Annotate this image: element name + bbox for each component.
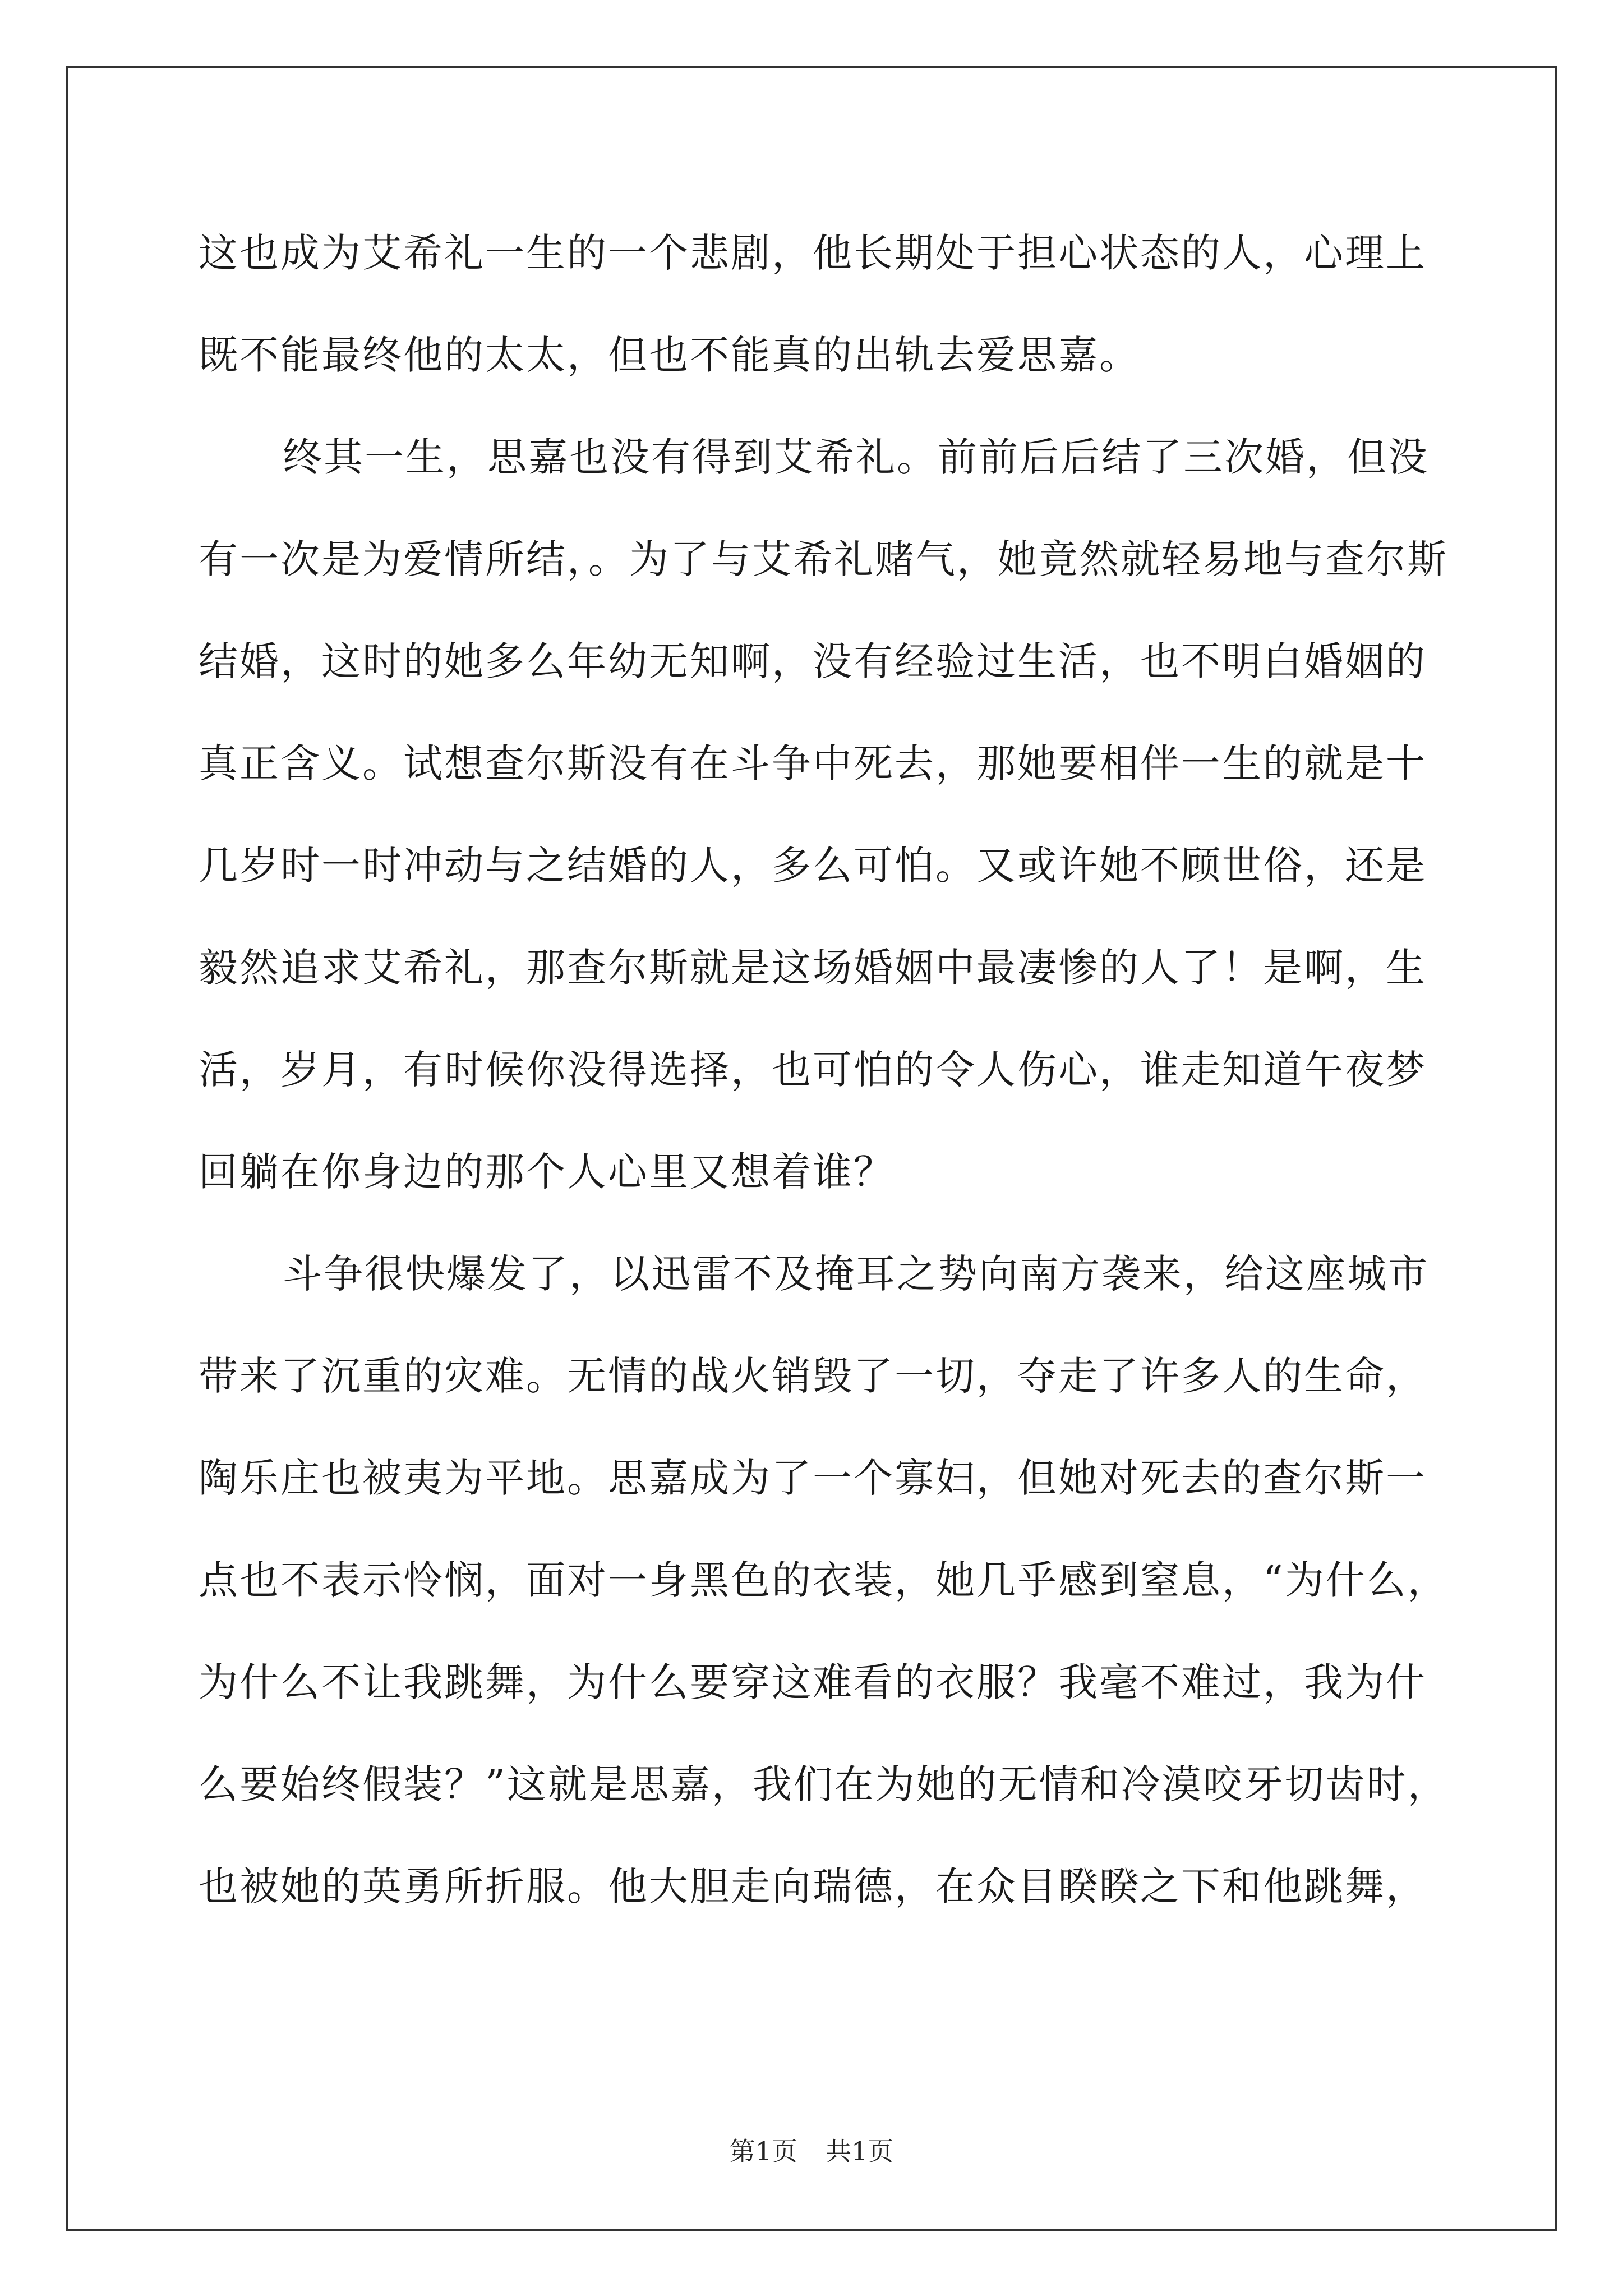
text-line: 真正含义。试想查尔斯没有在斗争中死去，那她要相伴一生的就是十	[199, 740, 1427, 786]
text-line: 么要始终假装？”这就是思嘉，我们在为她的无情和冷漠咬牙切齿时，	[199, 1761, 1449, 1807]
text-line: 点也不表示怜悯，面对一身黑色的衣装，她几乎感到窒息，“为什么，	[199, 1557, 1449, 1603]
text-line: 带来了沉重的灾难。无情的战火销毁了一切，夺走了许多人的生命，	[199, 1353, 1427, 1399]
text-line: 有一次是为爱情所结，。为了与艾希礼赌气，她竟然就轻易地与查尔斯	[199, 536, 1448, 582]
document-body	[199, 202, 1466, 1938]
text-line: 结婚，这时的她多么年幼无知啊，没有经验过生活，也不明白婚姻的	[199, 638, 1427, 684]
text-line: 为什么不让我跳舞，为什么要穿这难看的衣服？我毫不难过，我为什	[199, 1659, 1427, 1705]
text-line: 终其一生，思嘉也没有得到艾希礼。前前后后结了三次婚，但没	[283, 434, 1429, 480]
text-line: 也被她的英勇所折服。他大胆走向瑞德，在众目睽睽之下和他跳舞，	[199, 1864, 1427, 1910]
text-line: 活，岁月，有时候你没得选择，也可怕的令人伤心，谁走知道午夜梦	[199, 1047, 1427, 1093]
text-line: 毅然追求艾希礼，那查尔斯就是这场婚姻中最凄惨的人了！是啊，生	[199, 945, 1427, 991]
text-line: 既不能最终他的太太，但也不能真的出轨去爱思嘉。	[199, 332, 1140, 378]
text-line: 回躺在你身边的那个人心里又想着谁？	[199, 1149, 895, 1195]
text-line: 斗争很快爆发了，以迅雷不及掩耳之势向南方袭来，给这座城市	[283, 1251, 1429, 1297]
text-line: 这也成为艾希礼一生的一个悲剧，他长期处于担心状态的人，心理上	[199, 230, 1427, 276]
text-line: 陶乐庄也被夷为平地。思嘉成为了一个寡妇，但她对死去的查尔斯一	[199, 1455, 1427, 1501]
page-number: 第1页	[729, 2136, 797, 2166]
text-line: 几岁时一时冲动与之结婚的人，多么可怕。又或许她不顾世俗，还是	[199, 843, 1427, 889]
page-total: 共1页	[826, 2136, 894, 2166]
page-footer	[0, 2134, 1623, 2168]
